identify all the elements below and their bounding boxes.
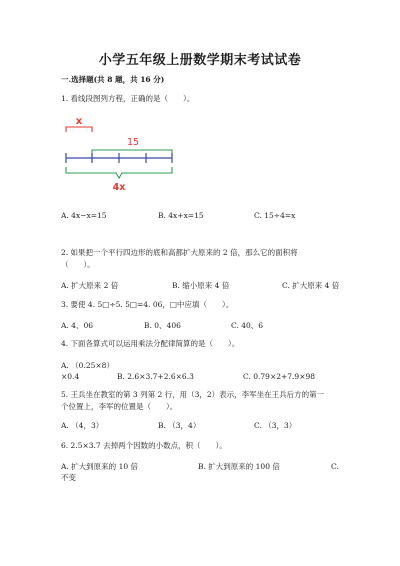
question-5-stem-line-2: 个位置上，李军的位置是（ ）。 bbox=[61, 402, 178, 411]
question-3-option-b: B. 0、406 bbox=[144, 321, 181, 330]
question-6-option-a: A. 扩大到原来的 10 倍 bbox=[61, 462, 138, 471]
x-label: x bbox=[75, 116, 83, 127]
question-3-option-c: C. 40、6 bbox=[231, 321, 264, 330]
question-2-option-c: C. 扩大原来 4 倍 bbox=[282, 281, 340, 290]
question-4-stem: 4. 下面各算式可以运用乘法分配律简算的是（ ）。 bbox=[61, 339, 240, 348]
question-1-stem: 1. 看线段图列方程，正确的是（ ）。 bbox=[61, 94, 195, 103]
question-2-option-b: B. 缩小原来 4 倍 bbox=[172, 281, 230, 290]
four-x-brace bbox=[66, 167, 172, 178]
question-3-stem: 3. 要使 4. 5□÷5. 5□=4. 06，□中应填（ ）。 bbox=[61, 300, 234, 309]
fifteen-bracket bbox=[92, 150, 172, 156]
question-4-option-c: C. 0.79×2+7.9×98 bbox=[243, 372, 316, 381]
question-4-option-b: B. 2.6×3.7+2.6×6.3 bbox=[117, 372, 194, 381]
section-heading: 一.选择题(共 8 题，共 16 分) bbox=[61, 75, 165, 84]
question-6-option-b: B. 扩大到原来的 100 倍 bbox=[198, 462, 280, 471]
page-title: 小学五年级上册数学期末考试试卷 bbox=[98, 53, 302, 68]
question-3-option-a: A. 4、06 bbox=[61, 321, 93, 330]
question-1-option-b: B. 4x+x=15 bbox=[158, 211, 204, 220]
x-bracket bbox=[66, 127, 92, 132]
question-2-option-a: A. 扩大原来 2 倍 bbox=[61, 281, 119, 290]
question-1-option-c: C. 15÷4=x bbox=[254, 211, 296, 220]
question-5-stem-line-1: 5. 王兵坐在教室的第 3 列第 2 行，用（3，2）表示，李军坐在王兵后方的第一 bbox=[61, 390, 325, 399]
four-x-label: 4x bbox=[112, 182, 126, 193]
fifteen-label: 15 bbox=[126, 137, 140, 148]
question-5-option-c: C. （3，3） bbox=[254, 421, 297, 430]
question-4-option-a-continued: ×0.4 bbox=[61, 372, 80, 381]
question-6-stem: 6. 2.5×3.7 去掉两个因数的小数点，积（ ）。 bbox=[61, 441, 227, 450]
line-segment-diagram bbox=[55, 112, 185, 196]
question-2-stem-line-2: （ ）。 bbox=[61, 260, 95, 269]
question-5-option-a: A. （4，3） bbox=[61, 421, 104, 430]
question-2-stem-line-1: 2. 如果把一个平行四边形的底和高都扩大原来的 2 倍，那么它的面积将 bbox=[61, 248, 298, 257]
question-6-option-c-continued: 不变 bbox=[61, 473, 76, 482]
question-6-option-c: C. bbox=[331, 462, 339, 471]
question-1-option-a: A. 4x−x=15 bbox=[61, 211, 107, 220]
question-5-option-b: B. （3，4） bbox=[158, 421, 201, 430]
question-4-option-a: A. （0.25×8） bbox=[61, 361, 114, 370]
